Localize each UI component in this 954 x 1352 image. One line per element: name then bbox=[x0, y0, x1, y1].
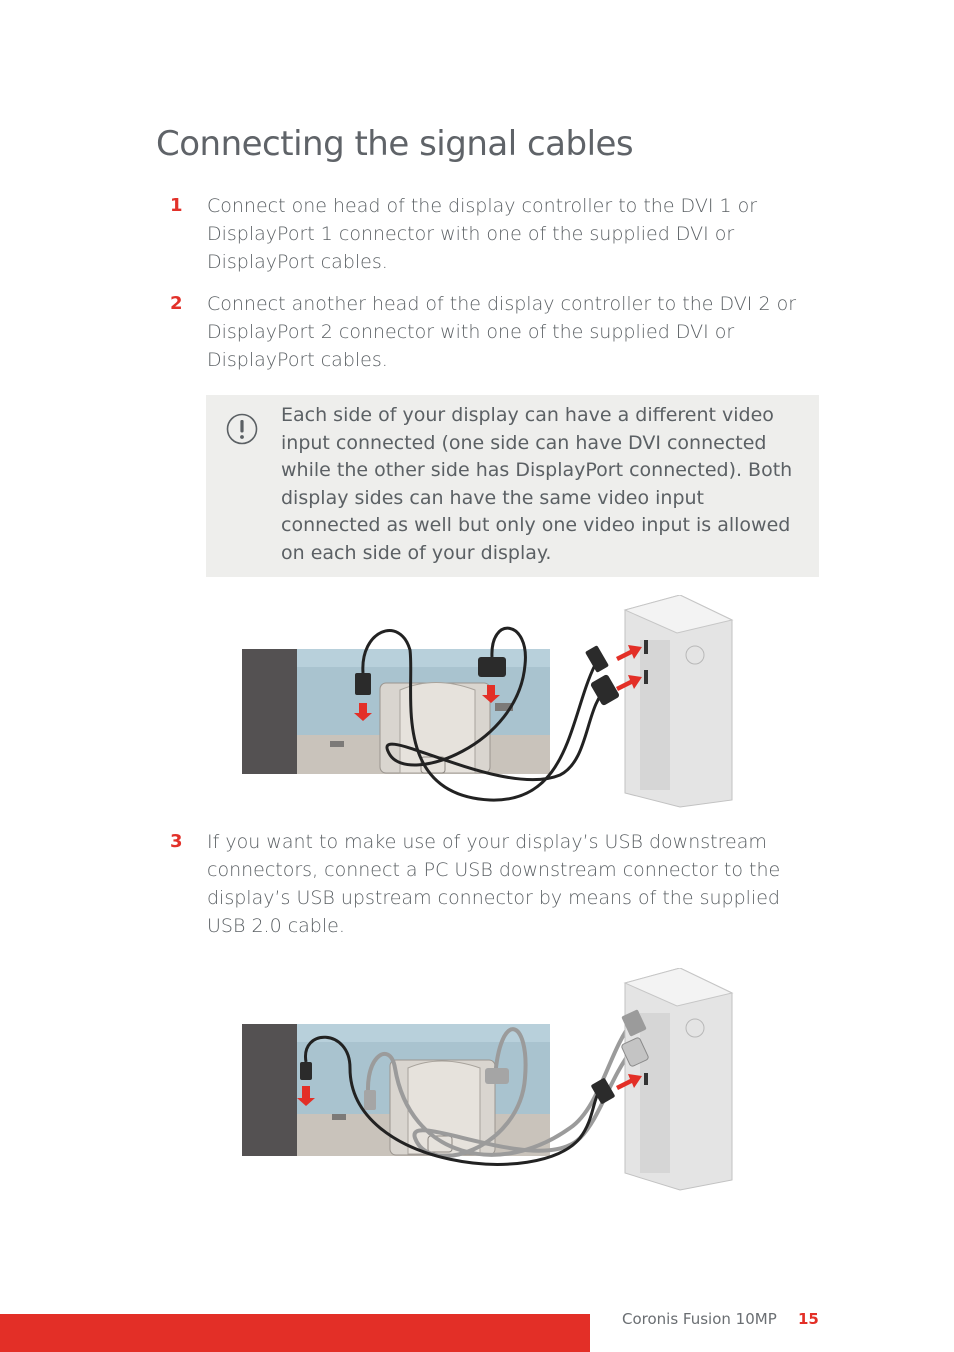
display-bezel bbox=[242, 649, 297, 774]
note-box bbox=[206, 395, 819, 577]
displayport-plug bbox=[355, 673, 371, 695]
step-text: Connect one head of the display controller to the DVI 1 or DisplayPort 1 connector with one of the supplied DVI or DisplayPort cables. bbox=[207, 195, 758, 273]
dvi-plug bbox=[478, 657, 506, 677]
usb-cable-illustration bbox=[240, 968, 740, 1198]
step-number: 1 bbox=[170, 195, 183, 216]
step-number: 2 bbox=[170, 293, 183, 314]
step-text: Connect another head of the display controller to the DVI 2 or DisplayPort 2 connector with one of the supplied DVI or DisplayPort cables. bbox=[207, 293, 797, 371]
page-title: Connecting the signal cables bbox=[156, 124, 634, 164]
step-text: If you want to make use of your display’s USB downstream connectors, connect a PC USB downstream connector to the display’s USB upstream connector by means of the supplied USB 2.0 cable. bbox=[207, 831, 781, 937]
step-number: 3 bbox=[170, 831, 183, 852]
note-text: Each side of your display can have a different video input connected (one side can have DVI connected while the other side has DisplayPort connected). Both display sides can have the same video input connected as well but only one video input is allowed on each side of your display. bbox=[281, 404, 793, 564]
usb-plug bbox=[300, 1062, 312, 1080]
video-cables-illustration bbox=[240, 595, 740, 815]
footer-accent-bar bbox=[0, 1314, 590, 1352]
page-number: 15 bbox=[798, 1310, 819, 1328]
display-bezel bbox=[242, 1024, 297, 1156]
exclamation-icon bbox=[226, 413, 258, 445]
footer-product-name: Coronis Fusion 10MP bbox=[622, 1310, 777, 1328]
